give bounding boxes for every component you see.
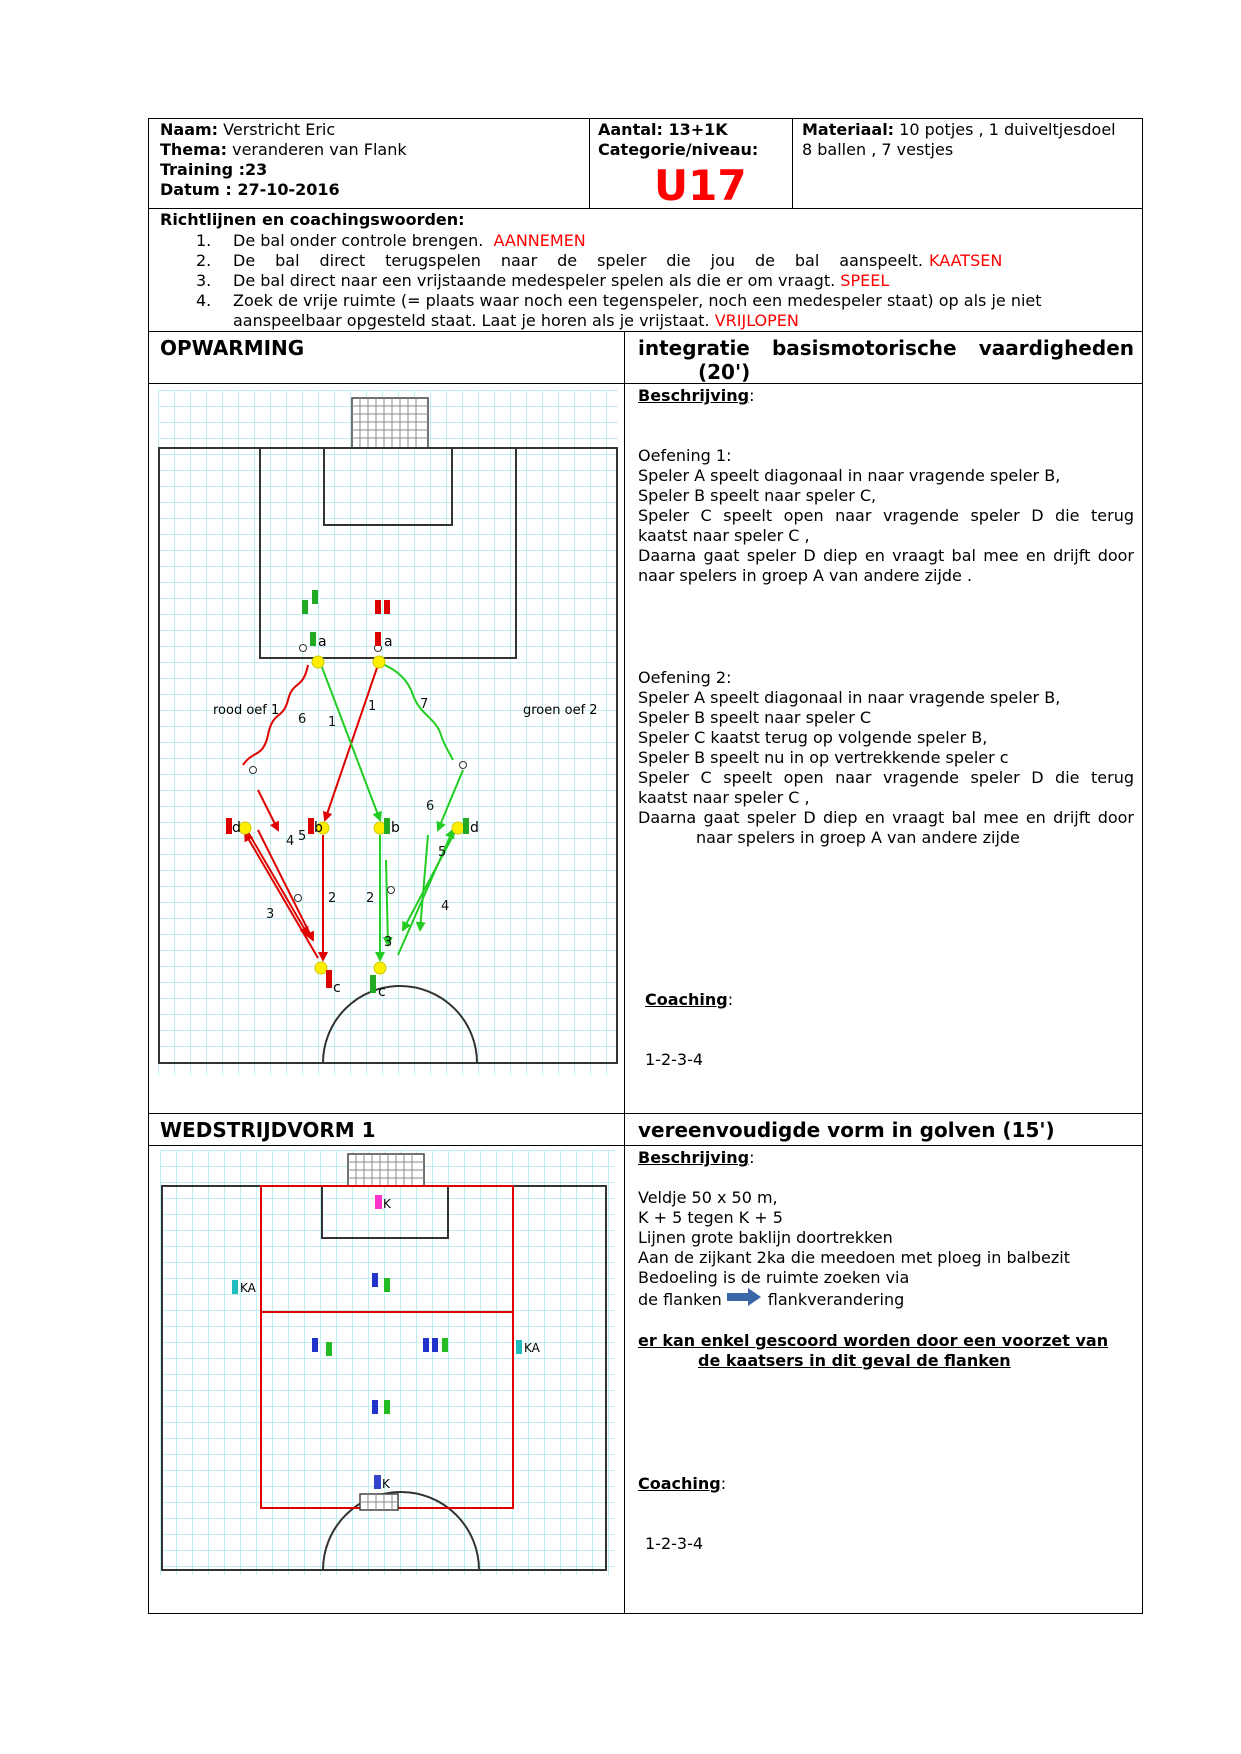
section2-rule [638, 1331, 1134, 1371]
materiaal-label: Materiaal: [802, 120, 895, 139]
oef1-line: Daarna gaat speler D diep en vraagt bal mee en drijft door [638, 546, 1134, 565]
colon: : [727, 990, 734, 1009]
keeper-top [375, 1195, 382, 1209]
naam-line [160, 120, 335, 140]
guideline-keyword: KAATSEN [929, 251, 1003, 270]
section2-description [638, 1188, 1134, 1311]
goal-net [348, 1154, 424, 1186]
player-label-b: b [314, 820, 323, 836]
table-border-bottom [148, 1613, 1143, 1614]
player-label-c: c [333, 980, 341, 996]
oef2-line: kaatst naar speler C , [638, 788, 810, 807]
step-label: 6 [426, 799, 435, 814]
step-label: 3 [384, 935, 393, 950]
player-label-a: a [384, 634, 393, 650]
step-label: 1 [328, 715, 337, 730]
section2-title: WEDSTRIJDVORM 1 [160, 1118, 376, 1142]
header-divider-1 [589, 118, 590, 208]
coaching-label: Coaching [638, 1474, 721, 1493]
oef1-line: naar spelers in groep A van andere zijde . [638, 566, 973, 585]
pass-arrow-green [420, 835, 428, 930]
step-label: 3 [266, 907, 275, 922]
description-line: Lijnen grote baklijn doortrekken [638, 1228, 893, 1247]
mini-goal [360, 1494, 398, 1510]
diagram-label-left: rood oef 1 [213, 703, 280, 718]
rule-line-1: er kan enkel gescoord worden door een voorzet van [638, 1331, 1109, 1350]
goal-net [352, 398, 428, 448]
flank-left-text: de flanken [638, 1289, 722, 1309]
guideline-body-2: aanspeelbaar opgesteld staat. Laat je horen als je vrijstaat. [233, 311, 710, 330]
guideline-body: De bal direct terugspelen naar de speler die jou de bal aanspeelt. [233, 251, 923, 270]
keeper-label: K [383, 1197, 391, 1211]
section2-mid-divider [624, 1113, 625, 1614]
guideline-keyword: AANNEMEN [493, 231, 586, 250]
section2-coaching-value: 1-2-3-4 [645, 1534, 704, 1553]
section1-title: OPWARMING [160, 336, 305, 360]
header-divider-2 [792, 118, 793, 208]
beschrijving-label: Beschrijving [638, 386, 750, 405]
pass-arrow-red [258, 790, 278, 830]
guideline-text [233, 271, 889, 291]
step-label: 4 [441, 899, 450, 914]
arrow-right-icon [726, 1288, 762, 1311]
pass-arrow-red [245, 833, 318, 958]
section1-subtitle [638, 336, 1134, 384]
flank-right-text: flankverandering [767, 1289, 905, 1309]
step-label: 4 [286, 834, 295, 849]
guideline-number: 1. [196, 231, 212, 250]
header-bottom-line [148, 208, 1143, 209]
guideline-number: 2. [196, 251, 212, 270]
description-line: Bedoeling is de ruimte zoeken via [638, 1268, 910, 1287]
training-number: Training :23 [160, 160, 268, 179]
materiaal-line [802, 120, 1116, 140]
coaching-label: Coaching [645, 990, 728, 1009]
guidelines-bottom-line [148, 331, 1143, 332]
oef2-line: Speler B speelt naar speler C [638, 708, 872, 727]
section1-subtitle-line2: (20') [698, 360, 751, 384]
guidelines-title: Richtlijnen en coachingswoorden: [160, 210, 465, 229]
beschrijving-label: Beschrijving [638, 1148, 750, 1167]
materiaal-line-2: 8 ballen , 7 vestjes [802, 140, 954, 159]
field-lines [159, 448, 617, 1063]
aantal: Aantal: 13+1K [598, 120, 728, 139]
colon: : [749, 386, 755, 405]
oef2-line: Speler C kaatst terug op volgende speler B, [638, 728, 988, 747]
niveau-value: U17 [654, 161, 747, 210]
green-players [302, 590, 469, 993]
oef1-line: kaatst naar speler C , [638, 526, 810, 545]
oef2-line: naar spelers in groep A van andere zijde [696, 828, 1020, 847]
section1-coaching [645, 990, 733, 1010]
side-player-left [232, 1280, 238, 1294]
oefening1-title: Oefening 1: [638, 446, 732, 465]
player-label-a: a [318, 634, 327, 650]
section2-beschrijving [638, 1148, 754, 1168]
naam-label: Naam: [160, 120, 219, 139]
oef2-line: Speler C speelt open naar vragende speler D die terug [638, 768, 1134, 787]
guideline-number: 3. [196, 271, 212, 290]
training-date: Datum : 27-10-2016 [160, 180, 340, 199]
description-line: Aan de zijkant 2ka die meedoen met ploeg in balbezit [638, 1248, 1070, 1267]
table-border-top [148, 118, 1143, 119]
opwarming-field-svg [158, 390, 618, 1075]
step-label: 1 [368, 699, 377, 714]
guideline-number: 4. [196, 291, 212, 310]
step-label: 5 [438, 845, 447, 860]
colon: : [749, 1148, 755, 1167]
oef2-line: Speler B speelt nu in op vertrekkende speler c [638, 748, 1009, 767]
guideline-text [233, 311, 799, 331]
balls [250, 645, 467, 902]
guideline-body: Zoek de vrije ruimte (= plaats waar noch een tegenspeler, noch een medespeler staat) op als je niet [233, 291, 1042, 310]
pass-arrow-green [438, 770, 463, 830]
description-line: Veldje 50 x 50 m, [638, 1188, 778, 1207]
guideline-text [233, 231, 586, 251]
oef2-line: Daarna gaat speler D diep en vraagt bal mee en drijft door [638, 808, 1134, 827]
oefening2-title: Oefening 2: [638, 668, 732, 687]
section2-title-line [148, 1145, 1143, 1146]
player-label-b: b [391, 820, 400, 836]
section1-coaching-value: 1-2-3-4 [645, 1050, 704, 1069]
guideline-keyword: VRIJLOPEN [714, 311, 799, 330]
diagram-label-right: groen oef 2 [523, 703, 598, 718]
colon: : [720, 1474, 727, 1493]
wedstrijdvorm-field-svg [160, 1150, 615, 1575]
wedstrijdvorm-diagram [160, 1150, 615, 1575]
guideline-body: De bal direct naar een vrijstaande medespeler spelen als die er om vraagt. [233, 271, 836, 290]
table-border-right [1142, 118, 1143, 1614]
player-label-d: d [470, 820, 479, 836]
player-label-c: c [378, 984, 386, 1000]
green-players [326, 1278, 448, 1414]
section2-coaching [638, 1474, 726, 1494]
pass-arrow-green [403, 830, 456, 930]
oef1-line: Speler A speelt diagonaal in naar vragende speler B, [638, 466, 1061, 485]
oefening1-text [638, 466, 1134, 586]
step-label: 2 [366, 891, 375, 906]
playing-area [261, 1186, 513, 1508]
step-label: 6 [298, 712, 307, 727]
guideline-body: De bal onder controle brengen. [233, 231, 484, 250]
materiaal-value: 10 potjes , 1 duiveltjesdoel [894, 120, 1116, 139]
table-border-left [148, 118, 149, 1614]
section1-mid-divider [624, 331, 625, 1113]
section1-subtitle-line1: integratie basismotorische vaardigheden [638, 336, 1134, 360]
side-player-label: KA [240, 1281, 256, 1295]
run-path-green [378, 662, 453, 760]
step-label: 2 [328, 891, 337, 906]
rule-line-2: de kaatsers in dit geval de flanken [698, 1351, 1011, 1370]
oef1-line: Speler C speelt open naar vragende speler D die terug [638, 506, 1134, 525]
guideline-keyword: SPEEL [840, 271, 890, 290]
pass-arrow-red [248, 832, 308, 935]
oefening2-text [638, 688, 1134, 848]
side-player-right [516, 1340, 522, 1354]
oef2-line: Speler A speelt diagonaal in naar vragende speler B, [638, 688, 1061, 707]
thema-label: Thema: [160, 140, 228, 159]
step-label: 7 [420, 697, 429, 712]
thema-value: veranderen van Flank [227, 140, 407, 159]
oef1-line: Speler B speelt naar speler C, [638, 486, 877, 505]
guideline-text [233, 251, 923, 271]
step-label: 5 [298, 829, 307, 844]
side-player-label: KA [524, 1341, 540, 1355]
thema-line [160, 140, 407, 160]
keeper-bottom [374, 1475, 381, 1489]
categorie-label: Categorie/niveau: [598, 140, 759, 159]
pass-arrow-green [386, 860, 388, 945]
player-label-d: d [232, 820, 241, 836]
field-lines [162, 1186, 606, 1570]
section2-subtitle: vereenvoudigde vorm in golven (15') [638, 1118, 1055, 1142]
flank-line [638, 1288, 1134, 1311]
opwarming-diagram [158, 390, 618, 1075]
section1-beschrijving [638, 386, 754, 406]
description-line: K + 5 tegen K + 5 [638, 1208, 783, 1227]
naam-value: Verstricht Eric [218, 120, 336, 139]
section1-bottom-line [148, 1113, 1143, 1114]
keeper-label: K [382, 1477, 390, 1491]
